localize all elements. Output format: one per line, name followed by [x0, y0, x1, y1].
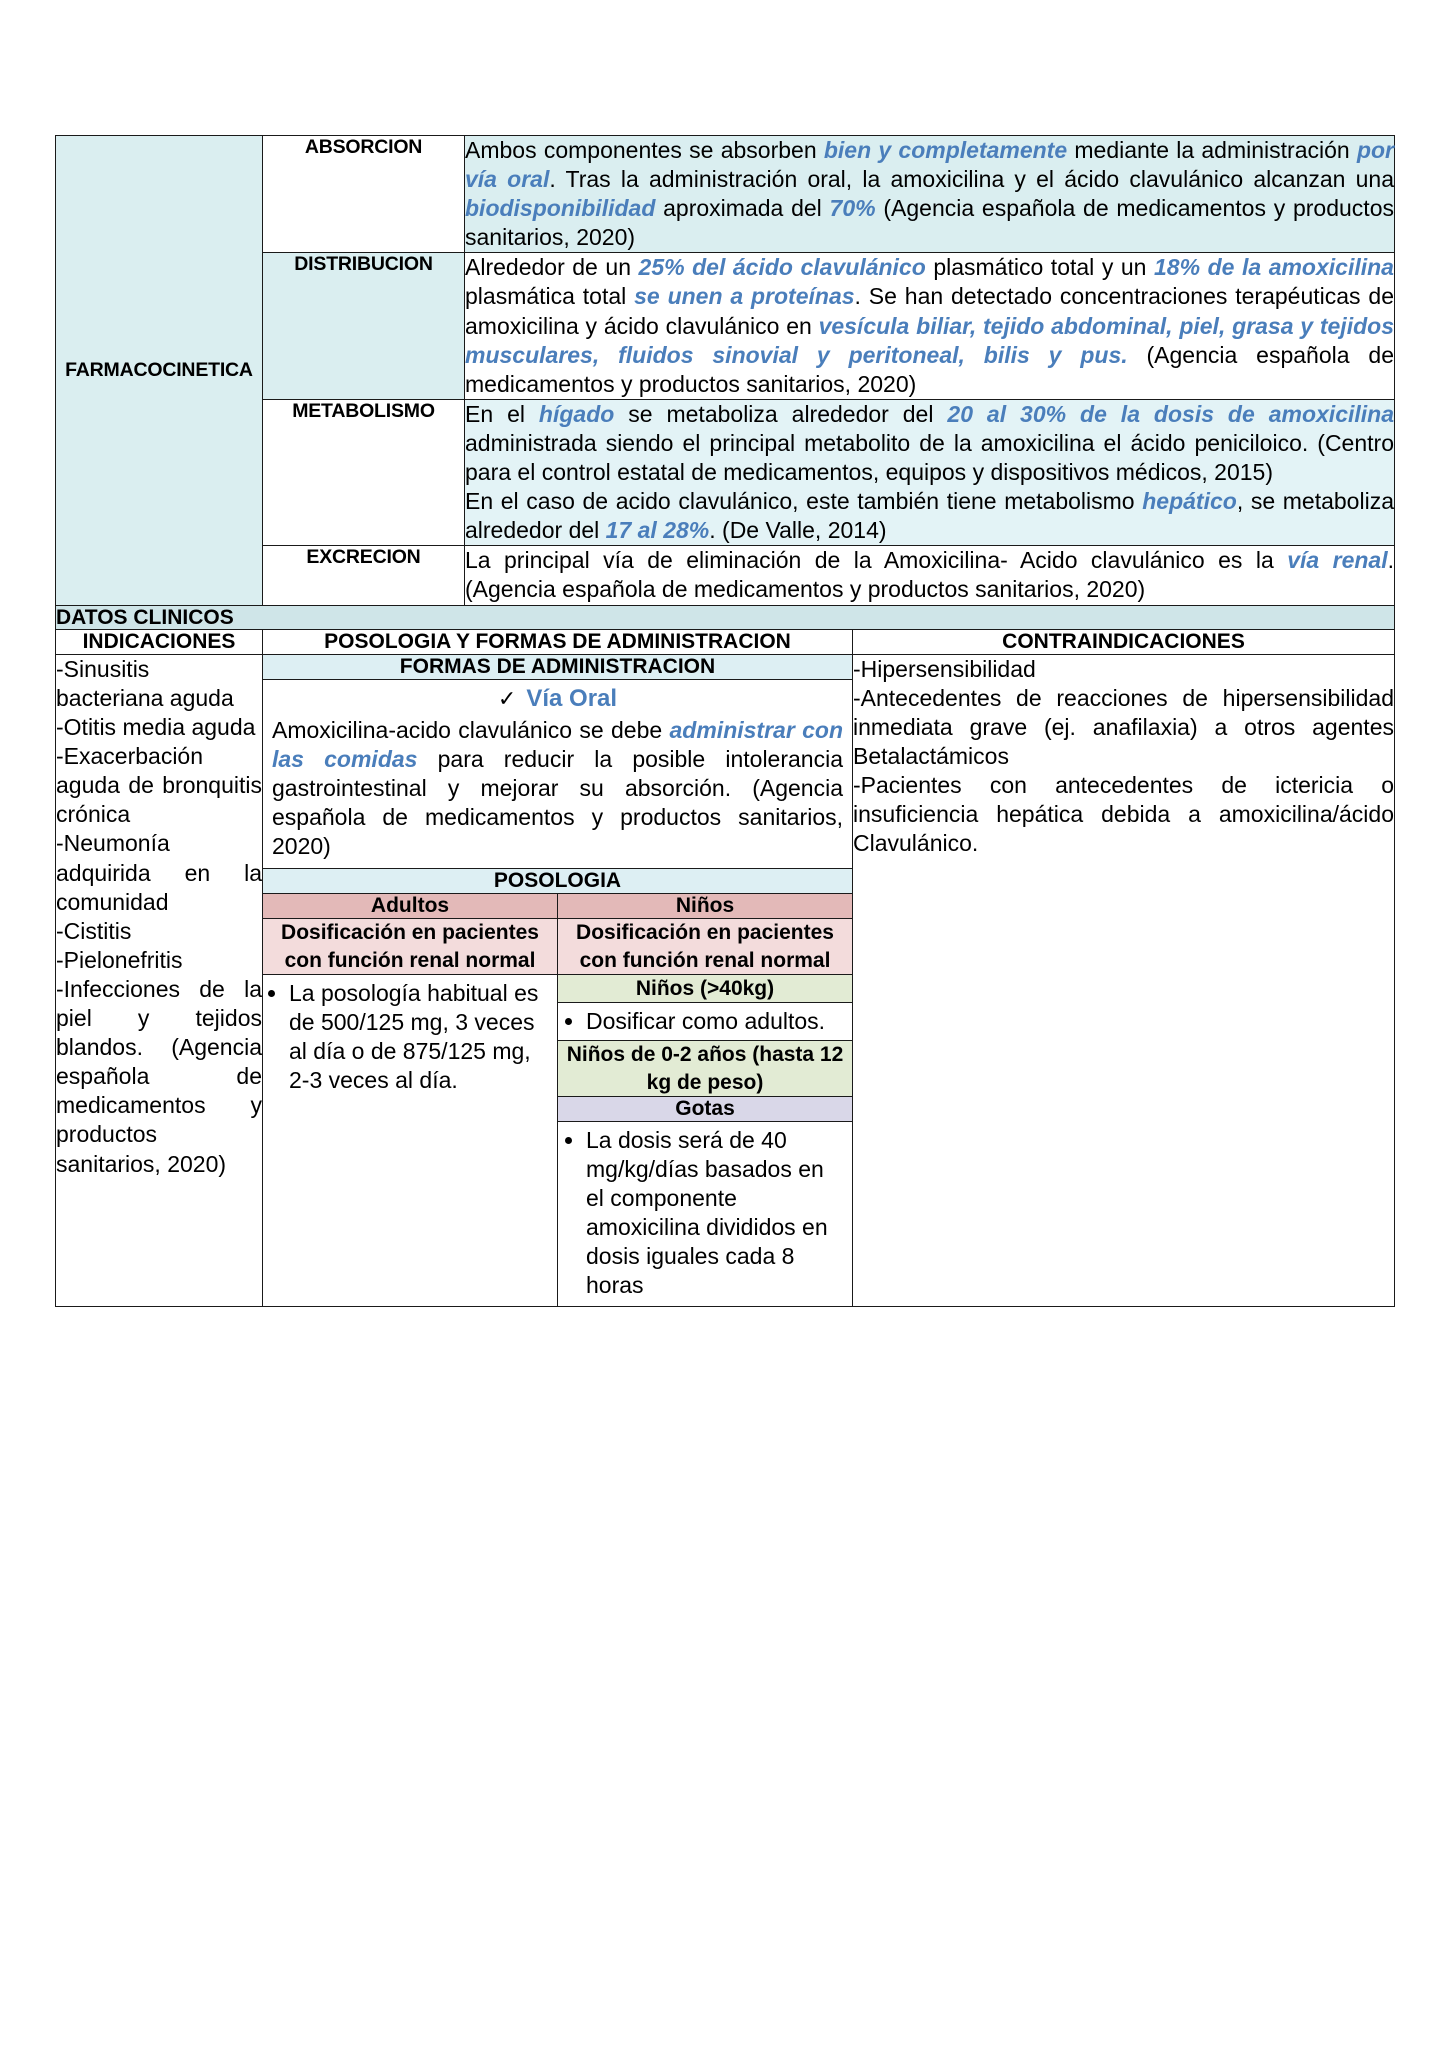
main-table	[55, 135, 1395, 631]
formas-admin-header: FORMAS DE ADMINISTRACION	[263, 655, 852, 680]
formas-admin-text: Amoxicilina-acido clavulánico se debe administrar con las comidas para reducir la posible intolerancia gastrointestinal y mejorar su absorción. (Agencia española de medicamentos y productos sanitarios, 2020)	[263, 716, 852, 868]
ninos-block-row	[558, 1096, 852, 1121]
ninos-40kg-header: Niños (>40kg)	[558, 975, 852, 1003]
clinical-header-row	[56, 629, 1395, 654]
gotas-header: Gotas	[558, 1096, 852, 1121]
via-oral-row	[263, 679, 852, 868]
clinical-table	[55, 629, 1395, 1307]
farmacocinetica-label: FARMACOCINETICA	[56, 136, 263, 606]
header-contraindicaciones: CONTRAINDICACIONES	[853, 629, 1395, 654]
section-header-datos-clinicos: DATOS CLINICOS	[56, 605, 1395, 630]
ninos-0-2-header: Niños de 0-2 años (hasta 12 kg de peso)	[558, 1041, 852, 1097]
gotas-bullet-list	[564, 1126, 848, 1300]
gotas-bullets	[558, 1121, 852, 1305]
list-item: • La posología habitual es de 500/125 mg, 3 veces al día o de 875/125 mg, 2-3 veces al día.	[289, 979, 553, 1095]
row-text-metabolismo: En el hígado se metaboliza alrededor del 20 al 30% de la dosis de amoxicilina administrada siendo el principal metabolito de la amoxicilina el ácido peniciloico. (Centro para el control estatal de medicamentos, equipos y dispositivos médicos, 2015) En el caso de acido clavulánico, este también tiene metabolismo hepático, se metaboliza alrededor del 17 al 28%. (De Valle, 2014)	[465, 399, 1395, 545]
posologia-content-row	[263, 974, 852, 1305]
row-label-excrecion: EXCRECION	[263, 546, 465, 605]
posologia-cell	[263, 654, 853, 1306]
ninos-blocks-table	[558, 975, 852, 1306]
row-label-distribucion: DISTRIBUCION	[263, 253, 465, 399]
row-text-distribucion: Alrededor de un 25% del ácido clavulánico plasmático total y un 18% de la amoxicilina plasmática total se unen a proteínas. Se han detectado concentraciones terapéuticas de amoxicilina y ácido clavulánico en vesícula biliar, tejido abdominal, piel, grasa y tejidos musculares, fluidos sinovial y peritoneal, bilis y pus. (Agencia española de medicamentos y productos sanitarios, 2020)	[465, 253, 1395, 399]
ninos-block-row	[558, 1003, 852, 1041]
ninos-block-row	[558, 1041, 852, 1097]
ninos-header: Niños	[558, 894, 853, 919]
posologia-header: POSOLOGIA	[263, 869, 852, 894]
row-text-excrecion: La principal vía de eliminación de la Amoxicilina- Acido clavulánico es la vía renal. (Agencia española de medicamentos y productos sanitarios, 2020)	[465, 546, 1395, 605]
adultos-header: Adultos	[263, 894, 558, 919]
ninos-block-row	[558, 1121, 852, 1305]
ninos-content	[558, 974, 853, 1305]
row-label-metabolismo: METABOLISMO	[263, 399, 465, 545]
posologia-subheader-row	[263, 919, 852, 975]
check-icon: ✓	[497, 685, 517, 711]
posologia-inner-table	[263, 655, 852, 1306]
via-oral-line	[263, 680, 852, 716]
adultos-content	[263, 974, 558, 1305]
row-text-absorcion: Ambos componentes se absorben bien y completamente mediante la administración por vía oral. Tras la administración oral, la amoxicilina y el ácido clavulánico alcanzan una biodisponibilidad aproximada del 70% (Agencia española de medicamentos y productos sanitarios, 2020)	[465, 136, 1395, 253]
posologia-group-header-row	[263, 894, 852, 919]
list-item: • La dosis será de 40 mg/kg/días basados en el componente amoxicilina divididos en dosis iguales cada 8 horas	[586, 1126, 848, 1300]
header-posologia: POSOLOGIA Y FORMAS DE ADMINISTRACION	[263, 629, 853, 654]
table-row-datos-clinicos	[56, 605, 1395, 630]
table-row-absorcion	[56, 136, 1395, 253]
row-label-absorcion: ABSORCION	[263, 136, 465, 253]
ninos-block-row	[558, 975, 852, 1003]
ninos-bullet-list	[564, 1007, 848, 1036]
clinical-body-row	[56, 654, 1395, 1306]
via-oral-cell	[263, 679, 852, 868]
posologia-header-row	[263, 869, 852, 894]
ninos-40kg-bullets	[558, 1003, 852, 1041]
header-indicaciones: INDICACIONES	[56, 629, 263, 654]
list-item: • Dosificar como adultos.	[586, 1007, 848, 1036]
formas-admin-header-row	[263, 655, 852, 680]
adultos-bullet-list	[263, 979, 553, 1095]
via-oral-label: Vía Oral	[526, 684, 618, 712]
ninos-subheader: Dosificación en pacientes con función renal normal	[558, 919, 853, 975]
contraindicaciones-cell: -Hipersensibilidad -Antecedentes de reacciones de hipersensibilidad inmediata grave (ej. anafilaxia) a otros agentes Betalactámicos -Pacientes con antecedentes de ictericia o insuficiencia hepática debida a amoxicilina/ácido Clavulánico.	[853, 654, 1395, 1306]
indicaciones-cell: -Sinusitis bacteriana aguda -Otitis media aguda -Exacerbación aguda de bronquitis crónica -Neumonía adquirida en la comunidad -Cistitis -Pielonefritis -Infecciones de la piel y tejidos blandos. (Agencia española de medicamentos y productos sanitarios, 2020)	[56, 654, 263, 1306]
adultos-subheader: Dosificación en pacientes con función renal normal	[263, 919, 558, 975]
